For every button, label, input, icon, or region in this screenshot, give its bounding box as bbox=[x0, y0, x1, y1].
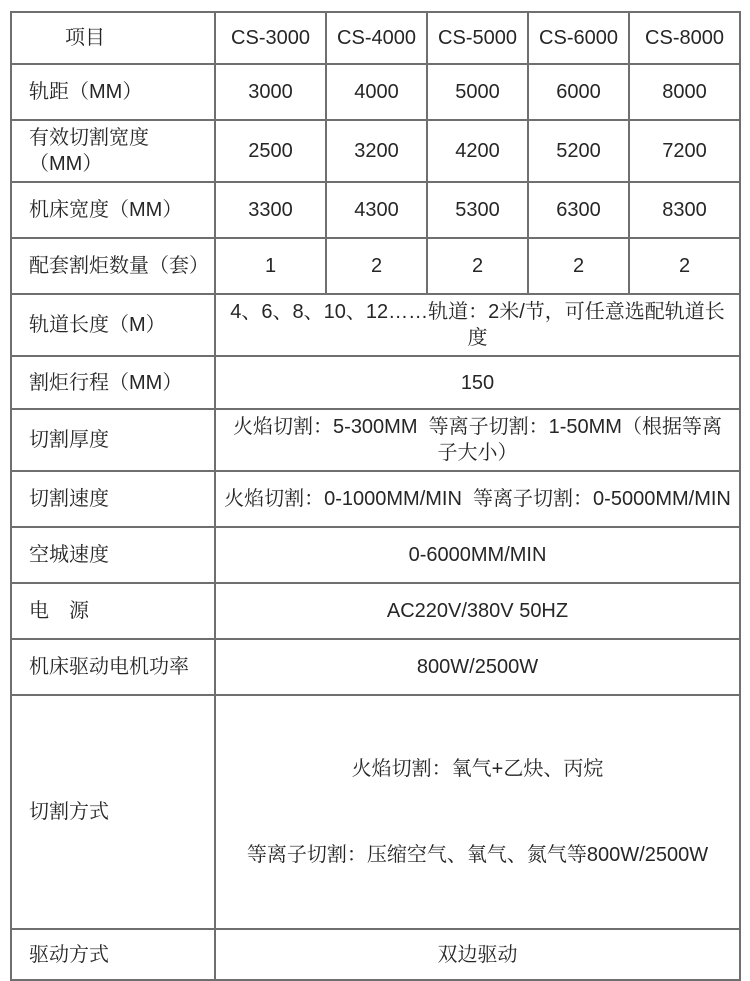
table-row bbox=[11, 583, 740, 639]
header-cell-cs-8000: CS-8000 bbox=[629, 12, 740, 64]
row-label-drive-motor-power: 机床驱动电机功率 bbox=[11, 639, 215, 695]
header-cell-cs-3000: CS-3000 bbox=[215, 12, 326, 64]
value-cell: 4300 bbox=[326, 182, 427, 238]
row-label-machine-width: 机床宽度（MM） bbox=[11, 182, 215, 238]
row-label-torch-count: 配套割炬数量（套） bbox=[11, 238, 215, 294]
value-cell: 5200 bbox=[528, 120, 629, 182]
value-cell: 8300 bbox=[629, 182, 740, 238]
value-cell: 5300 bbox=[427, 182, 528, 238]
table-row bbox=[11, 294, 740, 356]
table-row bbox=[11, 527, 740, 583]
value-cell: 2 bbox=[629, 238, 740, 294]
header-row bbox=[11, 12, 740, 64]
value-cell: 8000 bbox=[629, 64, 740, 120]
value-cell-drive-method: 双边驱动 bbox=[215, 929, 740, 980]
header-cell-cs-5000: CS-5000 bbox=[427, 12, 528, 64]
spec-sheet-page bbox=[0, 11, 750, 966]
cutting-method-line-plasma: 等离子切割：压缩空气、氧气、氮气等800W/2500W bbox=[246, 844, 709, 866]
row-label-track-gauge: 轨距（MM） bbox=[11, 64, 215, 120]
row-label-cutting-method: 切割方式 bbox=[11, 695, 215, 929]
header-cell-item: 项目 bbox=[11, 12, 215, 64]
cutting-method-line-flame: 火焰切割：氧气+乙炔、丙烷 bbox=[351, 758, 604, 780]
value-cell-cutting-thickness: 火焰切割：5-300MM 等离子切割：1-50MM（根据等离子大小） bbox=[215, 409, 740, 471]
value-cell-drive-motor-power: 800W/2500W bbox=[215, 639, 740, 695]
table-row bbox=[11, 182, 740, 238]
value-cell-rail-length: 4、6、8、10、12……轨道：2米/节，可任意选配轨道长度 bbox=[215, 294, 740, 356]
value-cell: 6000 bbox=[528, 64, 629, 120]
value-cell: 2 bbox=[427, 238, 528, 294]
value-cell: 2500 bbox=[215, 120, 326, 182]
value-cell-torch-travel: 150 bbox=[215, 356, 740, 409]
value-cell: 3300 bbox=[215, 182, 326, 238]
value-cell-power-supply: AC220V/380V 50HZ bbox=[215, 583, 740, 639]
row-label-cutting-thickness: 切割厚度 bbox=[11, 409, 215, 471]
row-label-cutting-speed: 切割速度 bbox=[11, 471, 215, 527]
table-row bbox=[11, 120, 740, 182]
table-row bbox=[11, 409, 740, 471]
table-row bbox=[11, 356, 740, 409]
row-label-effective-cutting-width: 有效切割宽度（MM） bbox=[11, 120, 215, 182]
row-label-torch-travel: 割炬行程（MM） bbox=[11, 356, 215, 409]
spec-table bbox=[10, 11, 741, 981]
value-cell: 4000 bbox=[326, 64, 427, 120]
table-row bbox=[11, 64, 740, 120]
value-cell: 2 bbox=[326, 238, 427, 294]
value-cell-cutting-method bbox=[215, 695, 740, 929]
header-cell-cs-4000: CS-4000 bbox=[326, 12, 427, 64]
table-row bbox=[11, 639, 740, 695]
row-label-idle-speed: 空城速度 bbox=[11, 527, 215, 583]
table-row bbox=[11, 695, 740, 929]
value-cell: 4200 bbox=[427, 120, 528, 182]
row-label-drive-method: 驱动方式 bbox=[11, 929, 215, 980]
row-label-power-supply: 电 源 bbox=[11, 583, 215, 639]
table-row bbox=[11, 238, 740, 294]
value-cell: 3200 bbox=[326, 120, 427, 182]
value-cell: 2 bbox=[528, 238, 629, 294]
table-row bbox=[11, 929, 740, 980]
table-row bbox=[11, 471, 740, 527]
header-cell-cs-6000: CS-6000 bbox=[528, 12, 629, 64]
row-label-rail-length: 轨道长度（M） bbox=[11, 294, 215, 356]
value-cell: 6300 bbox=[528, 182, 629, 238]
value-cell-idle-speed: 0-6000MM/MIN bbox=[215, 527, 740, 583]
value-cell: 3000 bbox=[215, 64, 326, 120]
value-cell: 7200 bbox=[629, 120, 740, 182]
value-cell: 5000 bbox=[427, 64, 528, 120]
value-cell-cutting-speed: 火焰切割：0-1000MM/MIN 等离子切割：0-5000MM/MIN bbox=[215, 471, 740, 527]
value-cell: 1 bbox=[215, 238, 326, 294]
